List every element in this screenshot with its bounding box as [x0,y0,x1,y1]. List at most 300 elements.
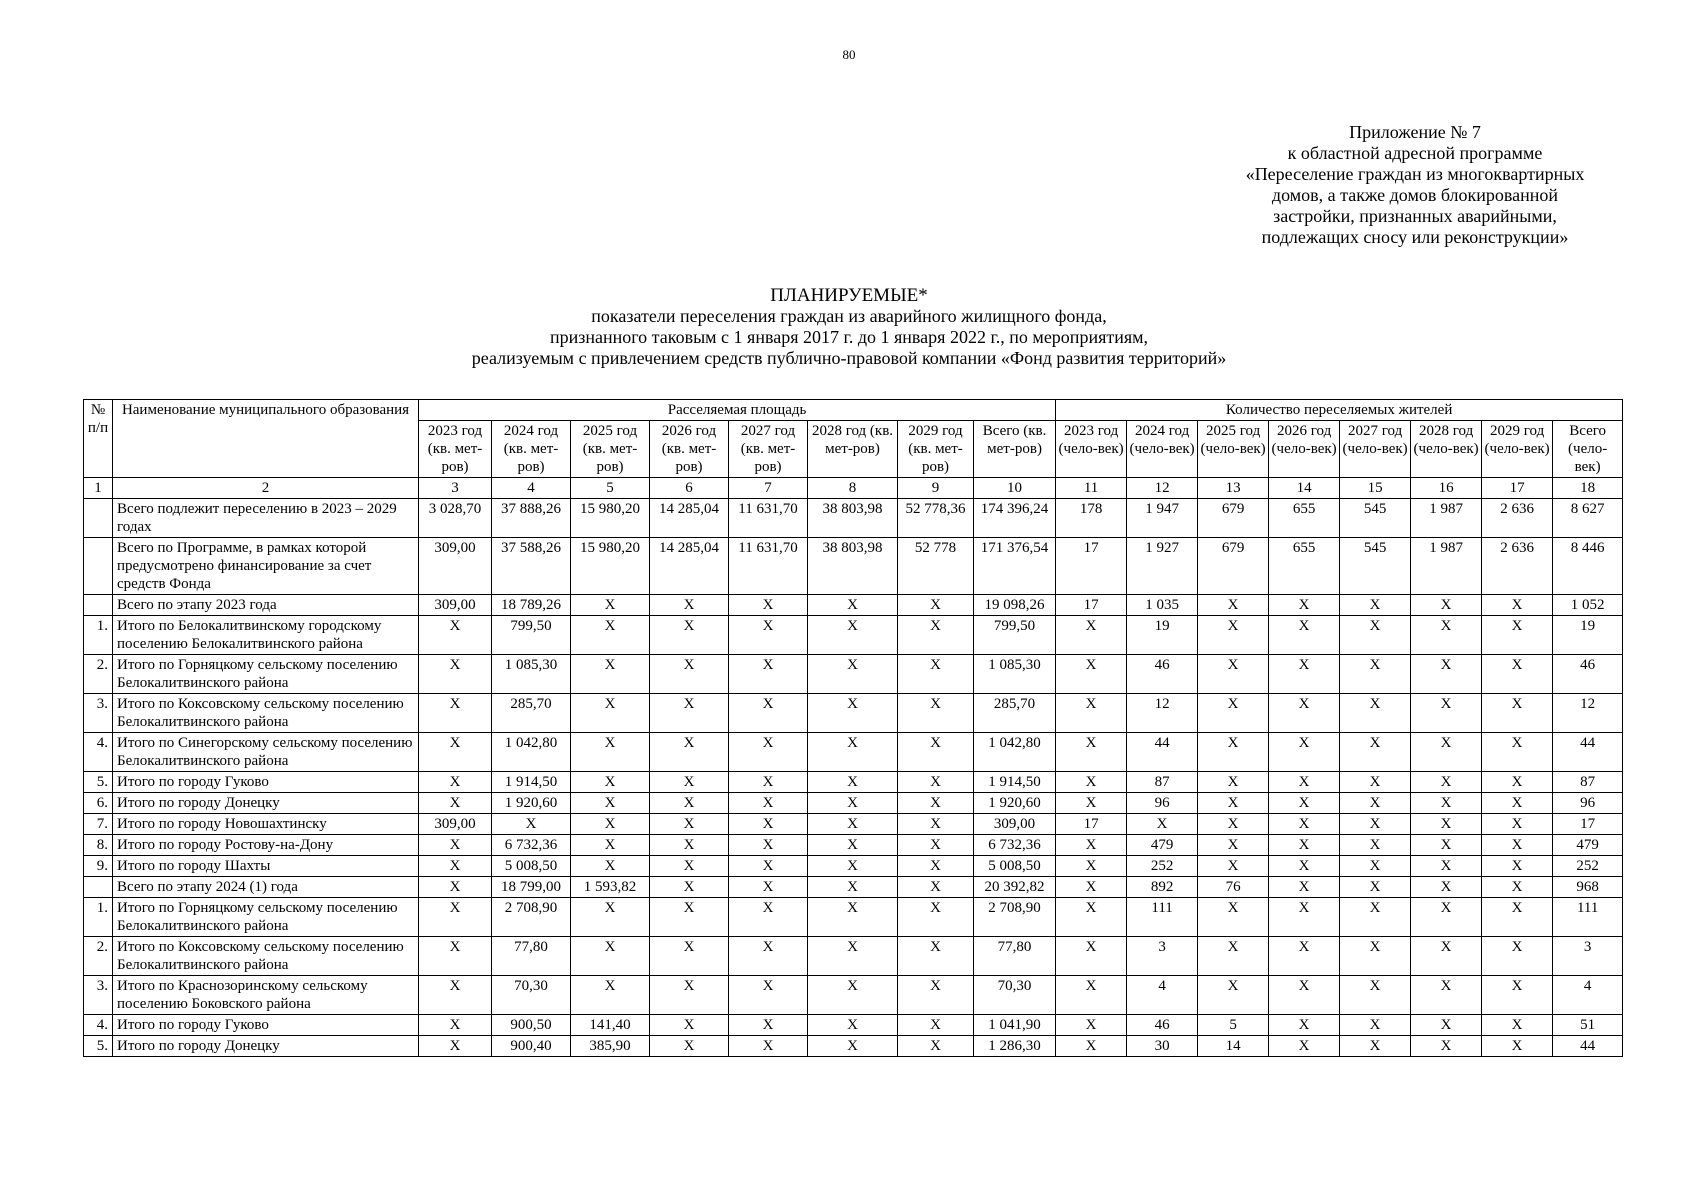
header-index-cell: 2 [113,478,419,499]
people-cell: 17 [1056,814,1127,835]
row-name: Итого по городу Донецку [113,1036,419,1057]
people-cell: 1 035 [1127,595,1198,616]
area-cell: 309,00 [419,595,492,616]
people-cell: X [1411,856,1482,877]
area-cell: 1 085,30 [974,655,1056,694]
people-cell: 111 [1553,898,1623,937]
area-cell: 1 593,82 [571,877,650,898]
people-cell: X [1056,937,1127,976]
people-cell: X [1056,898,1127,937]
people-cell: 178 [1056,499,1127,538]
area-cell: 309,00 [419,814,492,835]
area-cell: X [729,856,808,877]
title-heading: ПЛАНИРУЕМЫЕ* [770,285,928,306]
area-cell: X [729,793,808,814]
area-cell: X [729,835,808,856]
area-cell: X [571,898,650,937]
header-index-cell: 17 [1482,478,1553,499]
appendix-note [1195,122,1635,248]
area-cell: X [898,835,974,856]
people-cell: X [1269,733,1340,772]
people-cell: 46 [1127,1015,1198,1036]
people-cell: X [1269,856,1340,877]
people-cell: X [1056,976,1127,1015]
area-cell: X [898,793,974,814]
people-cell: X [1056,772,1127,793]
header-index-cell: 6 [650,478,729,499]
people-cell: X [1482,835,1553,856]
area-cell: 70,30 [492,976,571,1015]
area-cell: X [808,1015,898,1036]
people-cell: X [1340,595,1411,616]
people-cell: 44 [1553,733,1623,772]
people-cell: X [1340,814,1411,835]
header-area-col: 2028 год (кв. мет-ров) [808,421,898,478]
title-line: показатели переселения граждан из аварийного жилищного фонда, [591,306,1107,326]
people-cell: X [1482,898,1553,937]
area-cell: 1 085,30 [492,655,571,694]
people-cell: X [1198,898,1269,937]
people-cell: X [1269,877,1340,898]
people-cell: X [1269,976,1340,1015]
row-num: 5. [84,772,113,793]
people-cell: X [1340,877,1411,898]
row-num: 7. [84,814,113,835]
area-cell: 799,50 [974,616,1056,655]
people-cell: 4 [1553,976,1623,1015]
area-cell: X [808,856,898,877]
header-area-col: 2025 год (кв. мет-ров) [571,421,650,478]
area-cell: X [808,793,898,814]
people-cell: X [1269,595,1340,616]
people-cell: 96 [1127,793,1198,814]
area-cell: X [571,655,650,694]
people-cell: X [1340,655,1411,694]
people-cell: 3 [1127,937,1198,976]
people-cell: 968 [1553,877,1623,898]
area-cell: X [419,835,492,856]
area-cell: X [729,655,808,694]
people-cell: 545 [1340,499,1411,538]
area-cell: X [650,595,729,616]
people-cell: 51 [1553,1015,1623,1036]
row-name: Итого по городу Гуково [113,772,419,793]
people-cell: 1 927 [1127,538,1198,595]
people-cell: X [1198,937,1269,976]
table-row [84,595,1623,616]
area-cell: X [419,733,492,772]
area-cell: 18 789,26 [492,595,571,616]
document-title [0,285,1698,369]
area-cell: X [650,733,729,772]
header-index-cell: 15 [1340,478,1411,499]
people-cell: 19 [1127,616,1198,655]
header-people-col: 2024 год (чело-век) [1127,421,1198,478]
people-cell: X [1269,1015,1340,1036]
people-cell: 14 [1198,1036,1269,1057]
area-cell: X [650,856,729,877]
header-index-cell: 3 [419,478,492,499]
people-cell: 655 [1269,538,1340,595]
area-cell: X [808,937,898,976]
people-cell: X [1411,616,1482,655]
area-cell: 1 914,50 [974,772,1056,793]
area-cell: 19 098,26 [974,595,1056,616]
table-header [84,400,1623,499]
appendix-line: домов, а также домов блокированной [1271,185,1559,205]
area-cell: 15 980,20 [571,538,650,595]
people-cell: X [1198,733,1269,772]
row-num: 3. [84,976,113,1015]
area-cell: X [808,877,898,898]
row-name: Всего подлежит переселению в 2023 – 2029 годах [113,499,419,538]
area-cell: 14 285,04 [650,499,729,538]
people-cell: X [1269,793,1340,814]
people-cell: X [1269,814,1340,835]
area-cell: 2 708,90 [974,898,1056,937]
people-cell: 17 [1056,595,1127,616]
people-cell: X [1056,793,1127,814]
area-cell: 5 008,50 [492,856,571,877]
area-cell: 15 980,20 [571,499,650,538]
header-index-cell: 5 [571,478,650,499]
people-cell: X [1340,1036,1411,1057]
header-area-col: 2029 год (кв. мет-ров) [898,421,974,478]
people-cell: 679 [1198,499,1269,538]
area-cell: X [650,772,729,793]
people-cell: 44 [1127,733,1198,772]
header-people-group: Количество переселяемых жителей [1056,400,1623,421]
area-cell: X [729,772,808,793]
row-num: 9. [84,856,113,877]
people-cell: X [1411,898,1482,937]
area-cell: X [898,733,974,772]
people-cell: X [1056,733,1127,772]
area-cell: X [729,694,808,733]
people-cell: X [1056,877,1127,898]
people-cell: 87 [1553,772,1623,793]
people-cell: X [1340,616,1411,655]
area-cell: X [808,616,898,655]
people-cell: X [1482,1036,1553,1057]
people-cell: X [1482,616,1553,655]
area-cell: X [729,937,808,976]
people-cell: X [1056,616,1127,655]
people-cell: X [1340,835,1411,856]
area-cell: 6 732,36 [974,835,1056,856]
area-cell: X [571,814,650,835]
area-cell: 1 286,30 [974,1036,1056,1057]
title-line: признанного таковым с 1 января 2017 г. до 1 января 2022 г., по мероприятиям, [549,327,1149,347]
people-cell: 19 [1553,616,1623,655]
people-cell: 252 [1553,856,1623,877]
people-cell: 44 [1553,1036,1623,1057]
page-number: 80 [842,47,856,62]
area-cell: X [419,856,492,877]
table-row [84,1036,1623,1057]
people-cell: X [1056,835,1127,856]
people-cell: X [1198,595,1269,616]
appendix-line: подлежащих сносу или реконструкции» [1261,227,1569,247]
people-cell: X [1482,694,1553,733]
people-cell: X [1482,814,1553,835]
header-index-cell: 13 [1198,478,1269,499]
area-cell: X [729,814,808,835]
area-cell: X [898,856,974,877]
area-cell: X [419,1036,492,1057]
people-cell: X [1482,655,1553,694]
row-num [84,595,113,616]
title-line: реализуемым с привлечением средств публично-правовой компании «Фонд развития территорий» [471,348,1227,368]
area-cell: X [571,835,650,856]
area-cell: X [571,856,650,877]
people-cell: X [1411,772,1482,793]
table-row [84,793,1623,814]
area-cell: X [808,733,898,772]
people-cell: X [1198,976,1269,1015]
area-cell: 52 778,36 [898,499,974,538]
people-cell: X [1056,856,1127,877]
area-cell: 309,00 [974,814,1056,835]
row-num [84,499,113,538]
header-index-cell: 7 [729,478,808,499]
area-cell: X [419,1015,492,1036]
table-row [84,499,1623,538]
area-cell: 38 803,98 [808,538,898,595]
people-cell: X [1056,1036,1127,1057]
area-cell: X [419,616,492,655]
row-name: Итого по городу Гуково [113,1015,419,1036]
area-cell: 1 914,50 [492,772,571,793]
people-cell: X [1269,1036,1340,1057]
people-cell: 76 [1198,877,1269,898]
people-cell: X [1411,937,1482,976]
table-row [84,772,1623,793]
area-cell: 174 396,24 [974,499,1056,538]
area-cell: 141,40 [571,1015,650,1036]
table-row [84,814,1623,835]
header-index-cell: 16 [1411,478,1482,499]
people-cell: X [1198,694,1269,733]
area-cell: X [808,694,898,733]
row-name: Итого по Синегорскому сельскому поселению Белокалитвинского района [113,733,419,772]
people-cell: 1 947 [1127,499,1198,538]
area-cell: X [650,1015,729,1036]
header-index-cell: 18 [1553,478,1623,499]
area-cell: 285,70 [974,694,1056,733]
area-cell: X [898,1015,974,1036]
people-cell: 479 [1127,835,1198,856]
area-cell: X [419,772,492,793]
people-cell: 252 [1127,856,1198,877]
area-cell: 77,80 [974,937,1056,976]
header-name: Наименование муниципального образования [113,400,419,478]
people-cell: X [1411,595,1482,616]
header-people-col: 2029 год (чело-век) [1482,421,1553,478]
area-cell: 14 285,04 [650,538,729,595]
people-cell: 17 [1553,814,1623,835]
people-cell: X [1340,793,1411,814]
header-people-col: 2023 год (чело-век) [1056,421,1127,478]
people-cell: X [1269,772,1340,793]
people-cell: X [1340,976,1411,1015]
area-cell: 5 008,50 [974,856,1056,877]
area-cell: X [650,793,729,814]
area-cell: 20 392,82 [974,877,1056,898]
area-cell: 52 778 [898,538,974,595]
row-name: Итого по городу Ростову-на-Дону [113,835,419,856]
area-cell: X [898,595,974,616]
people-cell: X [1269,898,1340,937]
row-num: 4. [84,1015,113,1036]
row-num: 5. [84,1036,113,1057]
area-cell: X [729,733,808,772]
people-cell: 1 987 [1411,538,1482,595]
area-cell: X [808,898,898,937]
people-cell: X [1482,1015,1553,1036]
area-cell: X [898,814,974,835]
area-cell: X [419,694,492,733]
table-row [84,733,1623,772]
appendix-line: «Переселение граждан из многоквартирных [1245,164,1585,184]
area-cell: X [898,937,974,976]
area-cell: X [571,772,650,793]
header-index-cell: 14 [1269,478,1340,499]
people-cell: X [1198,856,1269,877]
people-cell: X [1340,1015,1411,1036]
area-cell: X [650,694,729,733]
header-people-col: Всего (чело-век) [1553,421,1623,478]
header-area-col: 2027 год (кв. мет-ров) [729,421,808,478]
area-cell: 285,70 [492,694,571,733]
header-row [84,400,1623,421]
area-cell: X [492,814,571,835]
people-cell: 30 [1127,1036,1198,1057]
resettlement-table [83,399,1623,1057]
header-area-col: 2023 год (кв. мет-ров) [419,421,492,478]
appendix-line: Приложение № 7 [1349,122,1481,142]
people-cell: X [1340,694,1411,733]
area-cell: X [650,1036,729,1057]
people-cell: 8 627 [1553,499,1623,538]
area-cell: X [808,595,898,616]
people-cell: 46 [1553,655,1623,694]
people-cell: X [1482,595,1553,616]
area-cell: 11 631,70 [729,538,808,595]
area-cell: X [650,898,729,937]
row-name: Итого по Горняцкому сельскому поселению Белокалитвинского района [113,655,419,694]
area-cell: X [729,877,808,898]
table-row [84,856,1623,877]
people-cell: 17 [1056,538,1127,595]
people-cell: 87 [1127,772,1198,793]
area-cell: X [808,835,898,856]
area-cell: 171 376,54 [974,538,1056,595]
people-cell: X [1482,856,1553,877]
people-cell: X [1269,694,1340,733]
people-cell: X [1269,835,1340,856]
area-cell: 37 588,26 [492,538,571,595]
row-name: Всего по этапу 2024 (1) года [113,877,419,898]
area-cell: X [571,694,650,733]
header-index-cell: 11 [1056,478,1127,499]
header-area-col: Всего (кв. мет-ров) [974,421,1056,478]
area-cell: 37 888,26 [492,499,571,538]
area-cell: X [650,616,729,655]
area-cell: 1 920,60 [974,793,1056,814]
header-index-cell: 4 [492,478,571,499]
people-cell: 12 [1127,694,1198,733]
area-cell: X [729,595,808,616]
people-cell: X [1340,733,1411,772]
header-index-cell: 9 [898,478,974,499]
table-row [84,655,1623,694]
row-name: Итого по Коксовскому сельскому поселению Белокалитвинского района [113,937,419,976]
area-cell: 385,90 [571,1036,650,1057]
area-cell: 1 920,60 [492,793,571,814]
people-cell: X [1482,733,1553,772]
people-cell: X [1411,877,1482,898]
people-cell: 1 987 [1411,499,1482,538]
area-cell: X [571,976,650,1015]
row-num: 6. [84,793,113,814]
area-cell: X [808,772,898,793]
row-num: 4. [84,733,113,772]
area-cell: X [898,694,974,733]
row-name: Итого по Горняцкому сельскому поселению Белокалитвинского района [113,898,419,937]
people-cell: X [1056,1015,1127,1036]
table-row [84,616,1623,655]
row-name: Итого по городу Шахты [113,856,419,877]
area-cell: X [729,616,808,655]
header-area-col: 2024 год (кв. мет-ров) [492,421,571,478]
area-cell: 2 708,90 [492,898,571,937]
area-cell: 3 028,70 [419,499,492,538]
people-cell: X [1340,898,1411,937]
people-cell: 96 [1553,793,1623,814]
people-cell: X [1482,793,1553,814]
row-num: 1. [84,616,113,655]
area-cell: X [729,1036,808,1057]
header-index-cell: 1 [84,478,113,499]
area-cell: X [898,1036,974,1057]
row-name: Итого по Коксовскому сельскому поселению Белокалитвинского района [113,694,419,733]
people-cell: 5 [1198,1015,1269,1036]
area-cell: X [650,835,729,856]
people-cell: 679 [1198,538,1269,595]
people-cell: X [1411,694,1482,733]
area-cell: X [898,976,974,1015]
table-row [84,937,1623,976]
area-cell: X [729,1015,808,1036]
area-cell: X [419,877,492,898]
people-cell: X [1482,976,1553,1015]
people-cell: 8 446 [1553,538,1623,595]
area-cell: X [650,877,729,898]
area-cell: X [571,937,650,976]
people-cell: 4 [1127,976,1198,1015]
people-cell: X [1411,976,1482,1015]
area-cell: X [650,937,729,976]
table-row [84,538,1623,595]
people-cell: 2 636 [1482,499,1553,538]
row-num [84,538,113,595]
people-cell: X [1340,772,1411,793]
table-row [84,1015,1623,1036]
people-cell: X [1198,655,1269,694]
area-cell: X [419,793,492,814]
header-people-col: 2028 год (чело-век) [1411,421,1482,478]
